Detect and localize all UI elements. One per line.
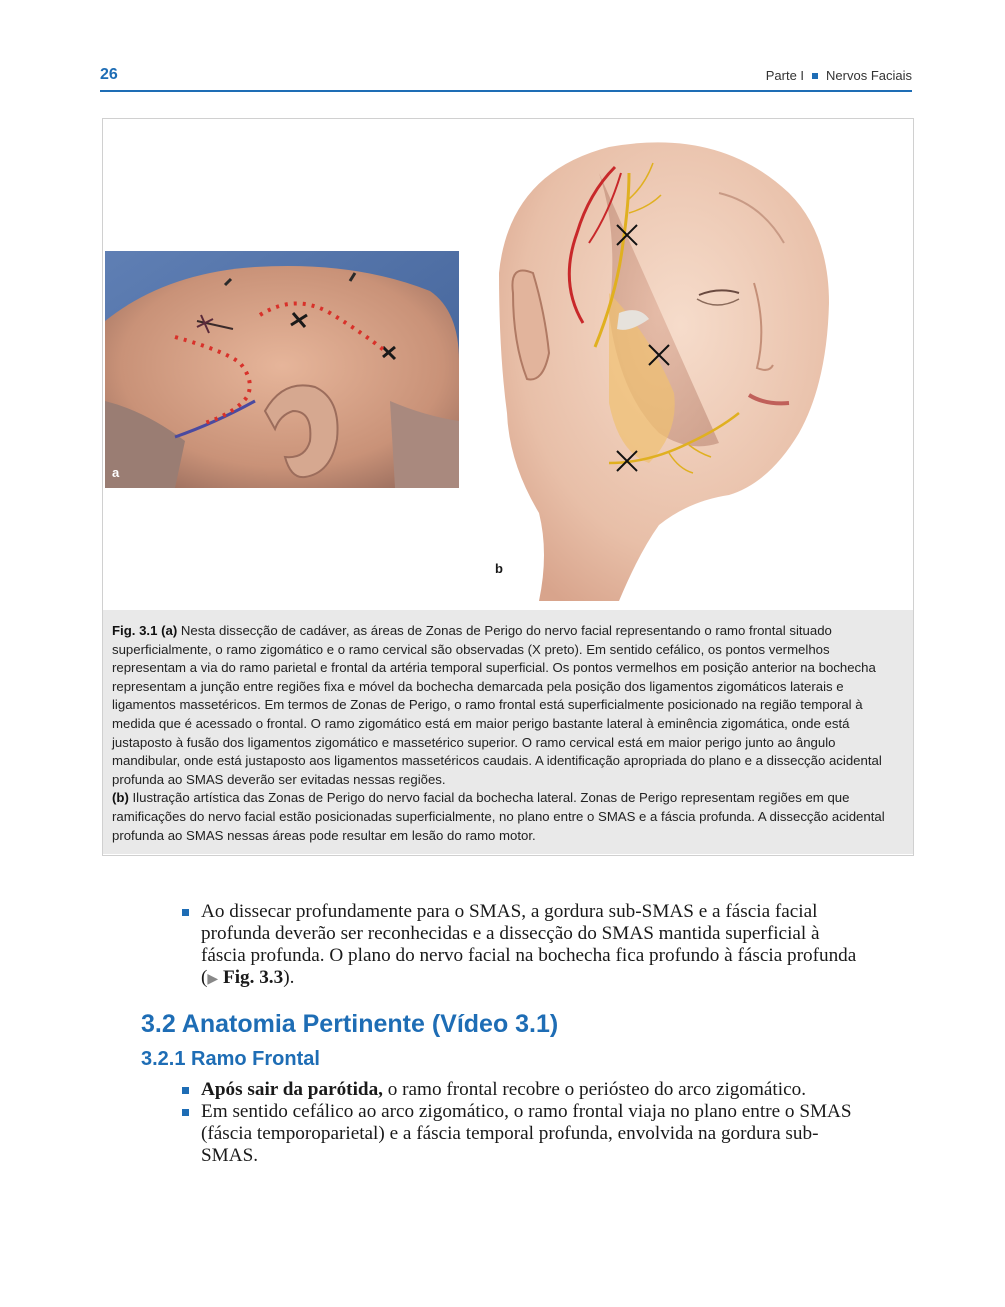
figure-reference[interactable]: Fig. 3.3 — [222, 967, 284, 988]
figure-3-1 — [102, 118, 914, 856]
list-item — [181, 1101, 865, 1167]
triangle-right-icon: ▶ — [207, 972, 219, 987]
caption-fig-label: Fig. 3.1 — [112, 623, 158, 638]
list-item — [181, 901, 865, 991]
bullet-bold-lead: Após sair da parótida, — [201, 1079, 383, 1100]
bullet-text: Em sentido cefálico ao arco zigomático, o ramo frontal viaja no plano entre o SMAS (fáscia temporoparietal) e a fáscia temporal profunda, envolvida na gordura sub-SMAS. — [201, 1101, 852, 1166]
caption-a-text: Nesta dissecção de cadáver, as áreas de Zonas de Perigo do nervo facial representando o ramo frontal situado superficialmente, o ramo zigomático e o ramo cervical são observadas (X preto). Em sentido cefálico, os pontos vermelhos representam a via do ramo parietal e frontal da artéria temporal superficial. Os pontos vermelhos em posição anterior na bochecha representam a junção entre regiões fixa e móvel da bochecha demarcada pela posição dos ligamentos zigomáticos laterais e ligamentos massetéricos. Em termos de Zonas de Perigo, o ramo frontal está superficialmente posicionado na região temporal à medida que é acessado o frontal. O ramo zigomático está em maior perigo bastante lateral à eminência zigomática, onde está justaposto à fusão dos ligamentos zigomático e massetérico superior. O ramo cervical está em maior perigo junto ao ângulo mandibular, onde está justaposto aos ligamentos massetéricos caudais. A identificação apropriada do plano e a dissecção acidental profunda ao SMAS deverão ser evitadas nessas regiões. — [112, 623, 882, 787]
caption-a-label: (a) — [161, 623, 178, 638]
square-bullet-icon — [812, 73, 818, 79]
figure-caption — [103, 610, 913, 854]
caption-b-text: Ilustração artística das Zonas de Perigo do nervo facial da bochecha lateral. Zonas de Perigo representam regiões em que ramificações do nervo facial estão posicionadas superficialmente, no plano entre o SMAS e a fáscia profunda. A dissecção acidental profunda ao SMAS nessas áreas pode resultar em lesão do ramo motor. — [112, 790, 885, 843]
bullet-text: Ao dissecar profundamente para o SMAS, a gordura sub-SMAS e a fáscia facial profunda deverão ser reconhecidas e a dissecção do SMAS mantida superficial à fáscia profunda. O plano do nervo facial na bochecha fica profundo à fáscia profunda ( — [201, 901, 857, 988]
section-heading: 3.2 Anatomia Pertinente (Vídeo 3.1) — [141, 1010, 559, 1038]
running-head-part: Parte I — [765, 68, 805, 83]
page-header — [100, 64, 912, 92]
caption-b-label: (b) — [112, 790, 129, 806]
list-item — [181, 1079, 865, 1101]
bullet-text: o ramo frontal recobre o periósteo do arco zigomático. — [382, 1079, 806, 1100]
facial-nerve-illustration — [499, 133, 829, 601]
panel-label-b: b — [495, 561, 503, 576]
intro-bullet-list — [181, 901, 865, 991]
frontal-branch-bullet-list — [181, 1079, 865, 1167]
subsection-heading: 3.2.1 Ramo Frontal — [141, 1048, 320, 1070]
panel-label-a: a — [112, 465, 120, 480]
bullet-text-end: ). — [283, 967, 295, 988]
running-head — [766, 68, 912, 83]
page-number: 26 — [100, 66, 118, 83]
running-head-section: Nervos Faciais — [826, 68, 912, 83]
cadaver-photo — [105, 251, 459, 488]
